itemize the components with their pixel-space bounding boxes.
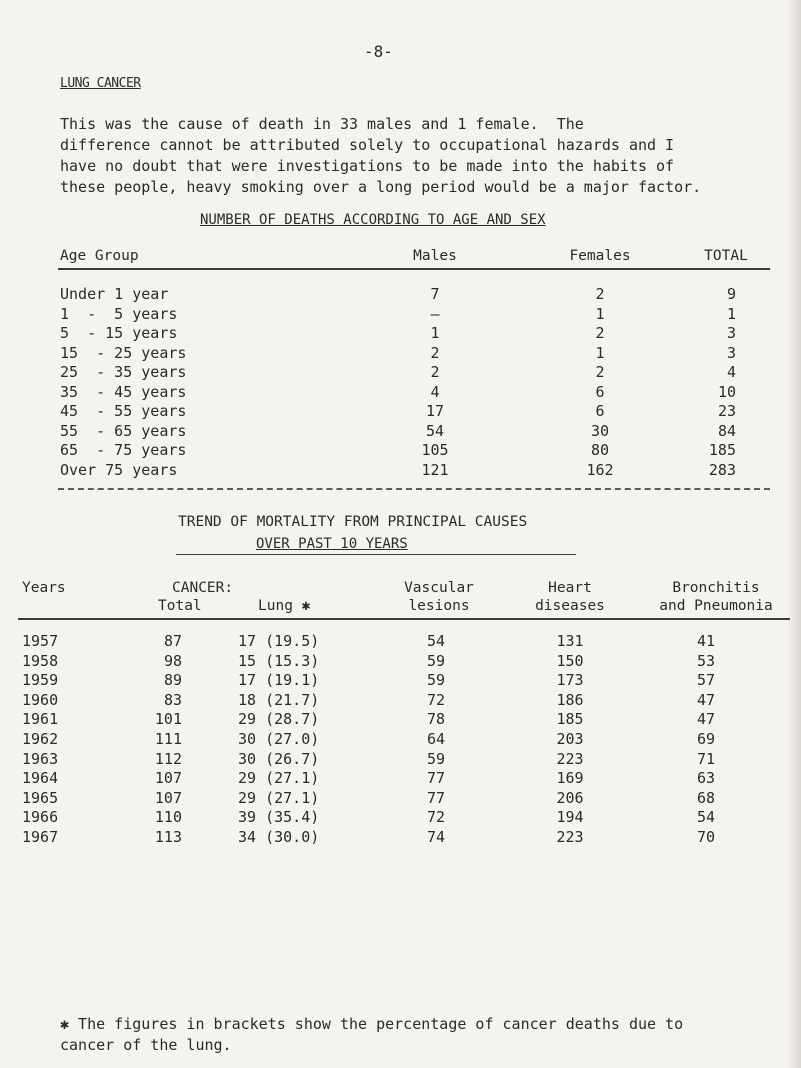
table1-bottom-rule: [58, 488, 770, 490]
table2-cell-vascular: 72: [426, 690, 446, 709]
table2-header-total: Total: [158, 598, 202, 614]
footnote-line: ✱ The figures in brackets show the percentage of cancer deaths due to: [60, 1015, 684, 1033]
table1-cell-males: 17: [425, 402, 445, 420]
table1-cell-males: 7: [430, 285, 440, 303]
table1-cell-females: 1: [595, 343, 605, 362]
table2-cell-cancer-total: 107: [154, 788, 182, 807]
table2-title-line2: OVER PAST 10 YEARS: [256, 536, 408, 552]
table2-cell-vascular: 72: [426, 808, 446, 827]
table2-cell-year: 1966: [22, 808, 59, 827]
table2-cell-bronchitis: 57: [696, 671, 716, 690]
table2-cell-lung: 15 (15.3): [238, 651, 320, 670]
table2-cell-bronchitis: 47: [696, 690, 716, 709]
table2-cell-vascular: 78: [426, 710, 446, 729]
table1-cell-females: 80: [590, 441, 610, 459]
table1-cell-females: 162: [586, 460, 614, 479]
table1-header-total: TOTAL: [704, 248, 748, 264]
table2-cell-heart: 223: [556, 828, 584, 846]
table2-cell-vascular: 59: [426, 749, 446, 768]
table2-title-rule: [176, 554, 576, 555]
table2-cell-bronchitis: 47: [696, 710, 716, 729]
table1-cell-females: 1: [595, 304, 605, 323]
paragraph-line: have no doubt that were investigations to be made into the habits of: [60, 157, 675, 175]
table1-cell-females: 6: [595, 382, 605, 401]
table2-cell-vascular: 64: [426, 730, 446, 748]
table1-cell-males: 121: [421, 460, 449, 479]
table1-cell-total: 4: [726, 363, 736, 381]
table2-cell-heart: 186: [556, 690, 584, 709]
table1-cell-total: 1: [726, 304, 736, 323]
page-edge-shadow: [787, 0, 801, 1068]
table2-cell-lung: 34 (30.0): [238, 828, 320, 846]
table1-cell-total: 10: [717, 382, 736, 401]
table1-header-males: Males: [413, 248, 457, 264]
table2-cell-year: 1958: [22, 651, 59, 670]
table1-cell-total: 3: [726, 343, 736, 362]
table2-cell-year: 1961: [22, 710, 59, 729]
table1-cell-age: 55 - 65 years: [60, 421, 187, 440]
table2-cell-year: 1963: [22, 749, 59, 768]
table2-cell-bronchitis: 53: [696, 651, 716, 670]
table2-cell-cancer-total: 98: [163, 651, 182, 670]
footnote-line: cancer of the lung.: [60, 1036, 232, 1054]
table1-cell-age: Under 1 year: [60, 285, 169, 303]
table2-cell-lung: 17 (19.1): [238, 671, 320, 690]
table2-cell-vascular: 59: [426, 671, 446, 690]
table2-header-lung: Lung ✱: [258, 598, 311, 614]
table2-cell-vascular: 59: [426, 651, 446, 670]
table2-cell-cancer-total: 83: [163, 690, 182, 709]
table2-cell-cancer-total: 112: [154, 749, 182, 768]
table2-cell-heart: 131: [556, 632, 584, 650]
table2-cell-lung: 18 (21.7): [238, 690, 320, 709]
table2-cell-cancer-total: 111: [154, 730, 182, 748]
table2-cell-heart: 194: [556, 808, 584, 827]
table1-cell-age: 35 - 45 years: [60, 382, 187, 401]
table2-header-heart: Heart: [548, 580, 592, 596]
table1-cell-males: 4: [430, 382, 440, 401]
footnote: [60, 1014, 683, 1056]
table2-cell-heart: 206: [556, 788, 584, 807]
table2-header-bronchitis-2: and Pneumonia: [659, 598, 773, 614]
table2-cell-heart: 203: [556, 730, 584, 748]
intro-paragraph: [60, 114, 760, 198]
table1-cell-total: 283: [708, 460, 736, 479]
table1-cell-age: 65 - 75 years: [60, 441, 187, 459]
table1-cell-total: 3: [726, 324, 736, 342]
table1-cell-males: 1: [430, 324, 440, 342]
paragraph-line: these people, heavy smoking over a long period would be a major factor.: [60, 178, 702, 196]
table2-cell-cancer-total: 107: [154, 769, 182, 788]
table1-cell-males: 2: [430, 343, 440, 362]
table2-cell-lung: 29 (27.1): [238, 788, 320, 807]
table2-header-bronchitis: Bronchitis: [672, 580, 760, 596]
table2-header-cancer: CANCER:: [172, 580, 234, 596]
table1-cell-males: 2: [430, 363, 440, 381]
table1-cell-age: 1 - 5 years: [60, 304, 178, 323]
table2-cell-cancer-total: 89: [163, 671, 182, 690]
table2-cell-bronchitis: 70: [696, 828, 716, 846]
table2-cell-cancer-total: 113: [154, 828, 182, 846]
table1-cell-females: 2: [595, 285, 605, 303]
table1-cell-females: 30: [590, 421, 610, 440]
table2-cell-year: 1959: [22, 671, 59, 690]
table2-cell-year: 1957: [22, 632, 59, 650]
table2-cell-bronchitis: 68: [696, 788, 716, 807]
table1-cell-age: 5 - 15 years: [60, 324, 178, 342]
table1-cell-females: 6: [595, 402, 605, 420]
table1-cell-females: 2: [595, 363, 605, 381]
table1-header-age: Age Group: [60, 248, 139, 264]
table2-cell-year: 1962: [22, 730, 59, 748]
table2-cell-year: 1967: [22, 828, 59, 846]
table2-cell-vascular: 77: [426, 769, 446, 788]
table2-header-vascular: Vascular: [404, 580, 474, 596]
table1-cell-total: 9: [726, 285, 736, 303]
table2-cell-bronchitis: 69: [696, 730, 716, 748]
table2-cell-vascular: 74: [426, 828, 446, 846]
table1-header-females: Females: [569, 248, 631, 264]
table2-cell-bronchitis: 54: [696, 808, 716, 827]
section-heading: LUNG CANCER: [60, 76, 141, 91]
table2-header-rule: [18, 618, 790, 620]
table2-cell-lung: 39 (35.4): [238, 808, 320, 827]
table1-cell-age: 15 - 25 years: [60, 343, 187, 362]
table2-cell-lung: 17 (19.5): [238, 632, 320, 650]
table1-title: NUMBER OF DEATHS ACCORDING TO AGE AND SEX: [200, 212, 546, 228]
table2-cell-heart: 173: [556, 671, 584, 690]
table2-cell-cancer-total: 87: [163, 632, 182, 650]
table2-cell-cancer-total: 110: [154, 808, 182, 827]
table1-cell-total: 185: [708, 441, 736, 459]
table2-cell-heart: 150: [556, 651, 584, 670]
paragraph-line: difference cannot be attributed solely to occupational hazards and I: [60, 136, 675, 154]
table1-cell-females: 2: [595, 324, 605, 342]
table2-header-vascular-2: lesions: [408, 598, 470, 614]
table2-cell-lung: 29 (27.1): [238, 769, 320, 788]
table2-cell-heart: 185: [556, 710, 584, 729]
table1-cell-age: 25 - 35 years: [60, 363, 187, 381]
table2-cell-bronchitis: 71: [696, 749, 716, 768]
table2-cell-bronchitis: 41: [696, 632, 716, 650]
table1-cell-total: 84: [717, 421, 736, 440]
table2-cell-heart: 223: [556, 749, 584, 768]
table2-cell-lung: 30 (26.7): [238, 749, 320, 768]
page-number: -8-: [364, 42, 393, 61]
paragraph-line: This was the cause of death in 33 males and 1 female. The: [60, 115, 584, 133]
table2-cell-year: 1965: [22, 788, 59, 807]
table2-cell-vascular: 54: [426, 632, 446, 650]
table1-cell-age: Over 75 years: [60, 460, 178, 479]
table1-cell-males: 105: [421, 441, 449, 459]
table2-cell-vascular: 77: [426, 788, 446, 807]
table2-cell-lung: 29 (28.7): [238, 710, 320, 729]
table1-cell-age: 45 - 55 years: [60, 402, 187, 420]
table1-cell-males: –: [430, 304, 440, 323]
table2-header-years: Years: [22, 580, 66, 596]
table2-cell-year: 1964: [22, 769, 59, 788]
table2-cell-cancer-total: 101: [154, 710, 182, 729]
table2-header-heart-2: diseases: [535, 598, 605, 614]
table1-cell-males: 54: [425, 421, 445, 440]
table2-cell-year: 1960: [22, 690, 59, 709]
table1-cell-total: 23: [717, 402, 736, 420]
table1-header-rule: [58, 268, 770, 270]
table2-title-line1: TREND OF MORTALITY FROM PRINCIPAL CAUSES: [178, 514, 528, 530]
table2-cell-bronchitis: 63: [696, 769, 716, 788]
table2-cell-heart: 169: [556, 769, 584, 788]
table2-cell-lung: 30 (27.0): [238, 730, 320, 748]
